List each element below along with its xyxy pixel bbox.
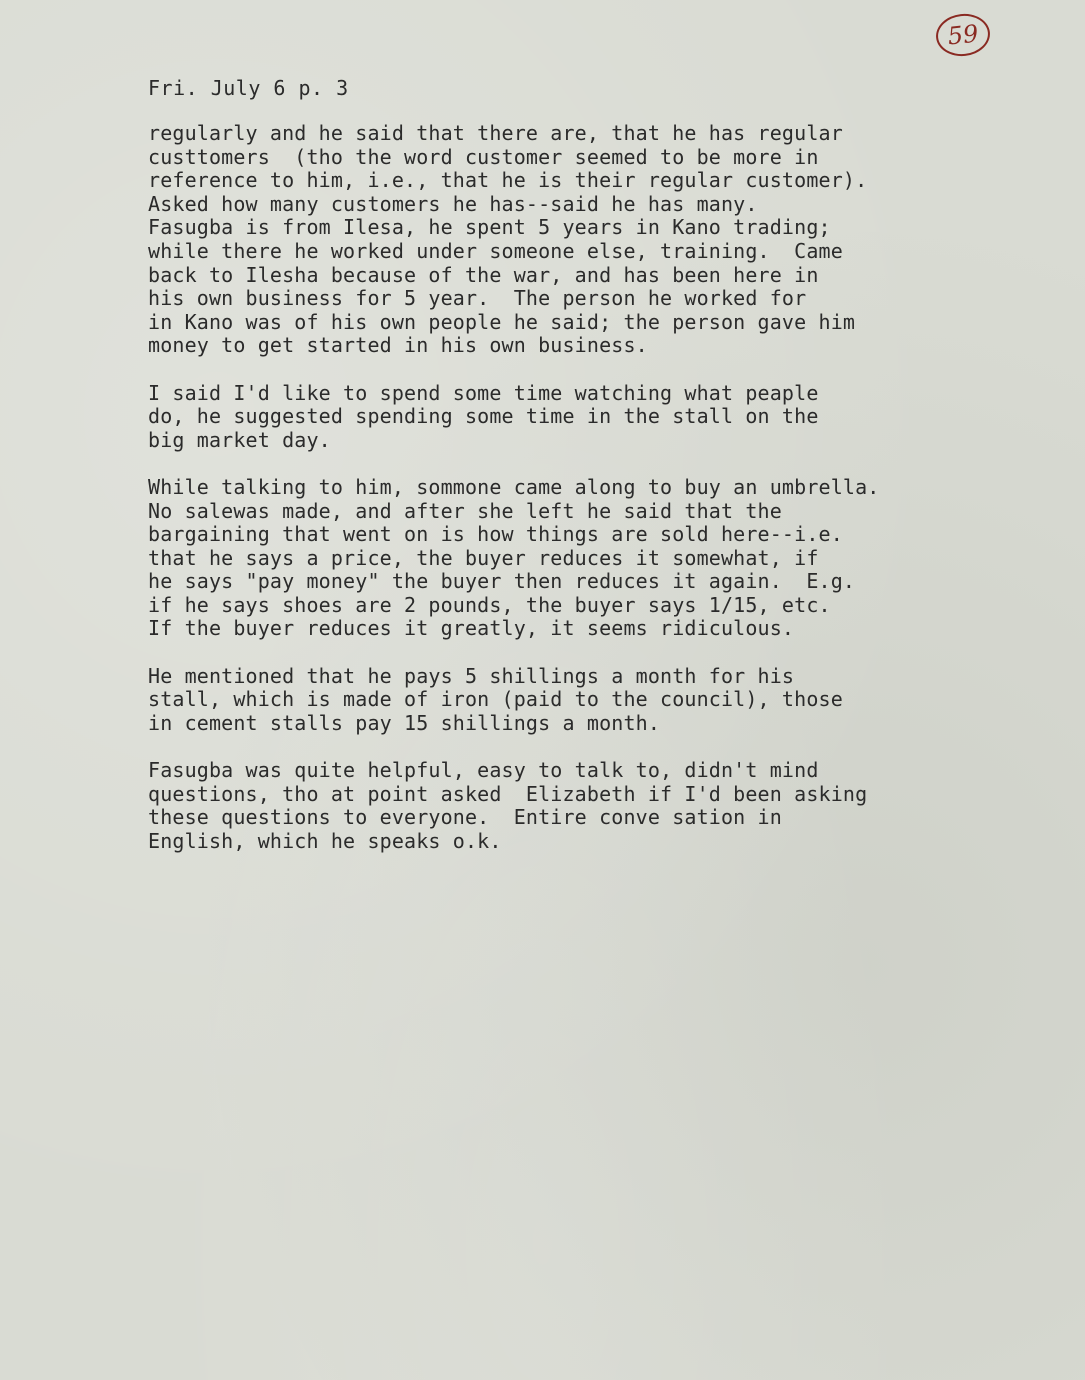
- text-line: No salewas made, and after she left he said that the: [148, 498, 782, 523]
- text-line: Fasugba is from Ilesa, he spent 5 years in Kano trading;: [148, 215, 831, 240]
- text-line: regularly and he said that there are, that he has regular: [148, 121, 843, 145]
- text-line: stall, which is made of iron (paid to the council), those: [148, 687, 843, 712]
- text-line: questions, tho at point asked Elizabeth if I'd been asking: [148, 781, 868, 806]
- text-line: custtomers (tho the word customer seemed to be more in: [148, 144, 819, 169]
- text-line: If the buyer reduces it greatly, it seems ridiculous.: [148, 616, 795, 641]
- text-line: if he says shoes are 2 pounds, the buyer says 1/15, etc.: [148, 592, 831, 617]
- page-number-stamp: 59: [934, 11, 992, 58]
- text-line: these questions to everyone. Entire conve sation in: [148, 805, 782, 830]
- paragraph: [148, 382, 1048, 453]
- text-line: While talking to him, sommone came along to buy an umbrella.: [148, 474, 880, 499]
- text-line: money to get started in his own business.: [148, 333, 648, 358]
- text-line: English, which he speaks o.k.: [148, 828, 502, 853]
- text-line: in cement stalls pay 15 shillings a month.: [148, 710, 661, 735]
- text-line: in Kano was of his own people he said; the person gave him: [148, 309, 856, 334]
- paragraph: [148, 665, 1048, 736]
- text-line: Fasugba was quite helpful, easy to talk to, didn't mind: [148, 758, 819, 783]
- text-line: while there he worked under someone else, training. Came: [148, 238, 843, 263]
- text-line: big market day.: [148, 427, 331, 452]
- paragraph: [148, 122, 1048, 358]
- text-line: bargaining that went on is how things are sold here--i.e.: [148, 522, 843, 547]
- page-header: Fri. July 6 p. 3: [148, 76, 349, 100]
- text-line: do, he suggested spending some time in the stall on the: [148, 404, 819, 429]
- text-line: I said I'd like to spend some time watching what peaple: [148, 380, 819, 405]
- text-line: that he says a price, the buyer reduces it somewhat, if: [148, 545, 819, 570]
- paragraph: [148, 759, 1048, 853]
- text-line: his own business for 5 year. The person he worked for: [148, 286, 807, 311]
- text-line: Asked how many customers he has--said he has many.: [148, 191, 758, 216]
- paragraph: [148, 476, 1048, 641]
- text-line: back to Ilesha because of the war, and has been here in: [148, 262, 819, 287]
- text-line: He mentioned that he pays 5 shillings a month for his: [148, 663, 795, 688]
- document-body: [148, 122, 1048, 877]
- text-line: he says "pay money" the buyer then reduces it again. E.g.: [148, 569, 856, 594]
- text-line: reference to him, i.e., that he is their regular customer).: [148, 168, 868, 193]
